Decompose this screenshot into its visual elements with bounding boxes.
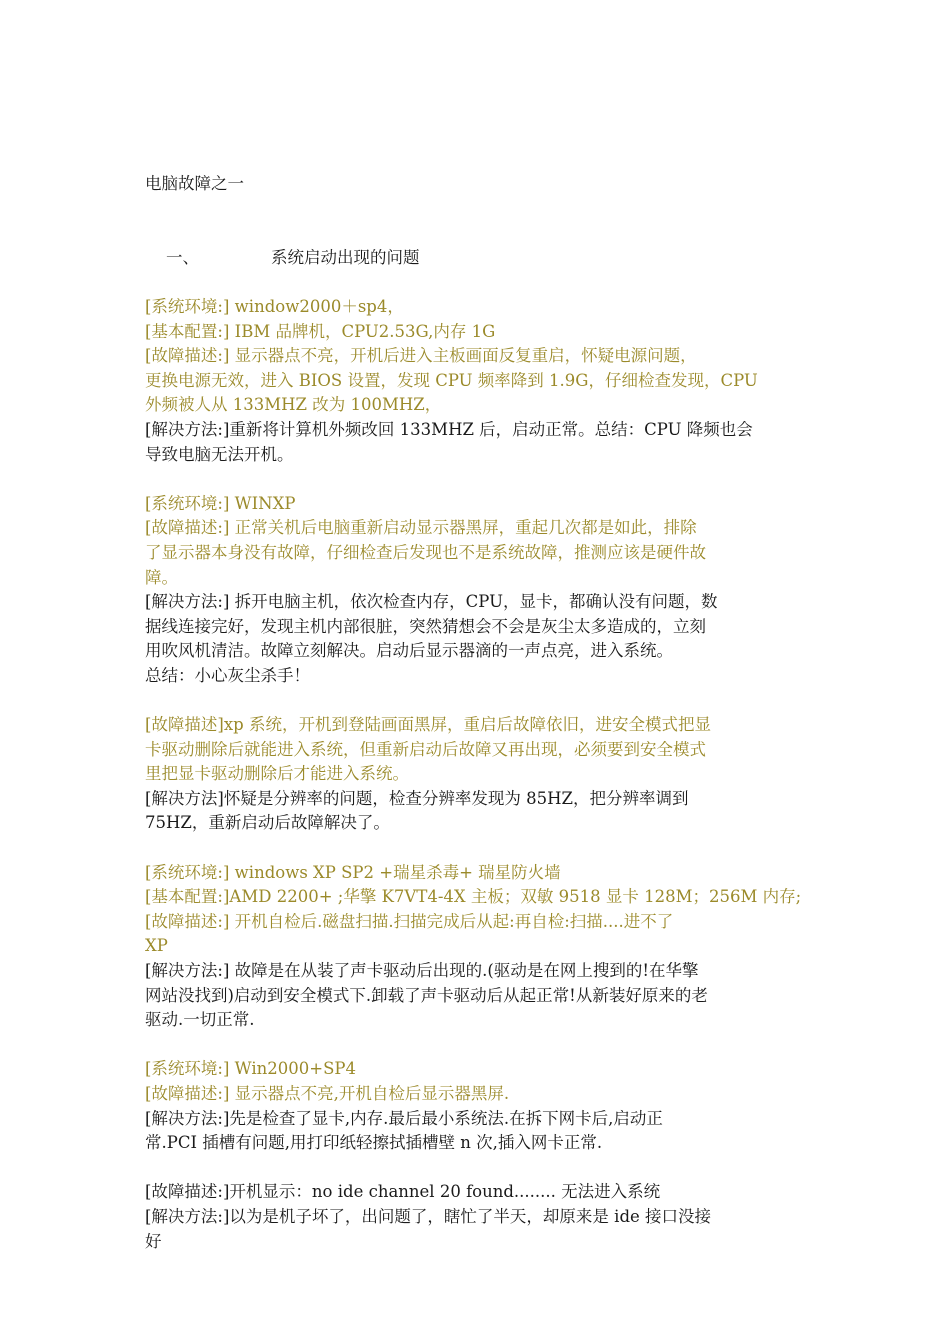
document-title: 电脑故障之一 xyxy=(145,174,244,193)
case-3-solution-line-1: [解决方法]怀疑是分辨率的问题，检查分辨率发现为 85HZ，把分辨率调到 xyxy=(145,788,689,808)
case-5-environment: [系统环境:] Win2000+SP4 xyxy=(145,1059,356,1079)
spacer xyxy=(145,688,810,713)
case-5 xyxy=(145,1057,810,1155)
case-1-description-line-3: 外频被人从 133MHZ 改为 100MHZ， xyxy=(145,395,442,415)
case-4-solution-line-2: 网站没找到)启动到安全模式下.卸载了声卡驱动后从起正常!从新装好原来的老 xyxy=(145,985,708,1005)
case-3 xyxy=(145,713,810,836)
case-6-solution-line-1: [解决方法:]以为是机子坏了，出问题了，瞎忙了半天，却原来是 ide 接口没接 xyxy=(145,1206,712,1226)
case-2-solution-line-1: [解决方法:] 拆开电脑主机，依次检查内存，CPU，显卡，都确认没有问题，数 xyxy=(145,592,718,612)
case-2-solution-line-3: 用吹风机清洁。故障立刻解决。启动后显示器滴的一声点亮，进入系统。 xyxy=(145,641,673,661)
case-5-description: [故障描述:] 显示器点不亮,开机自检后显示器黑屏. xyxy=(145,1083,510,1103)
case-1 xyxy=(145,295,810,467)
case-2-solution-line-2: 据线连接完好，发现主机内部很脏，突然猜想会不会是灰尘太多造成的，立刻 xyxy=(145,616,706,636)
case-1-description-line-2: 更换电源无效，进入 BIOS 设置，发现 CPU 频率降到 1.9G，仔细检查发现，CPU xyxy=(145,370,758,390)
case-3-solution-line-2: 75HZ，重新启动后故障解决了。 xyxy=(145,813,390,833)
spacer xyxy=(145,467,810,492)
case-2-summary: 总结：小心灰尘杀手！ xyxy=(145,665,310,685)
section-heading-text: 系统启动出现的问题 xyxy=(270,247,420,267)
case-5-solution-line-1: [解决方法:]先是检查了显卡,内存.最后最小系统法.在拆下网卡后,启动正 xyxy=(145,1108,663,1128)
case-6-solution-line-2: 好 xyxy=(145,1231,162,1251)
case-6-description: [故障描述:]开机显示：no ide channel 20 found........ 无法进入系统 xyxy=(145,1182,661,1202)
case-1-solution-line-1: [解决方法:]重新将计算机外频改回 133MHZ 后，启动正常。总结：CPU 降频也会 xyxy=(145,419,753,439)
document-body xyxy=(145,172,810,1254)
case-1-config: [基本配置:] IBM 品牌机，CPU2.53G,内存 1G xyxy=(145,321,496,341)
case-2-description-line-3: 障。 xyxy=(145,567,178,587)
case-4-solution-line-3: 驱动.一切正常. xyxy=(145,1010,255,1030)
case-4-description-line-1: [故障描述:] 开机自检后.磁盘扫描.扫描完成后从起:再自检:扫描....进不了 xyxy=(145,911,674,931)
case-1-solution-line-2: 导致电脑无法开机。 xyxy=(145,444,294,464)
case-4-config: [基本配置:]AMD 2200+ ;华擎 K7VT4-4X 主板；双敏 9518 显卡 128M；256M 内存; xyxy=(145,887,802,907)
case-3-description-line-3: 里把显卡驱动删除后才能进入系统。 xyxy=(145,764,409,784)
case-1-description-line-1: [故障描述:] 显示器点不亮，开机后进入主板画面反复重启，怀疑电源问题， xyxy=(145,346,697,366)
case-5-solution-line-2: 常.PCI 插槽有问题,用打印纸轻擦拭插槽壁 n 次,插入网卡正常. xyxy=(145,1133,603,1153)
section-number: 一、 xyxy=(165,247,199,267)
case-4-environment: [系统环境:] windows XP SP2 +瑞星杀毒+ 瑞星防火墙 xyxy=(145,862,561,882)
case-2-description-line-2: 了显示器本身没有故障，仔细检查后发现也不是系统故障，推测应该是硬件故 xyxy=(145,542,706,562)
case-3-description-line-2: 卡驱动删除后就能进入系统，但重新启动后故障又再出现，必须要到安全模式 xyxy=(145,739,706,759)
spacer xyxy=(145,836,810,861)
case-6 xyxy=(145,1180,810,1254)
spacer xyxy=(145,1156,810,1181)
case-2 xyxy=(145,492,810,689)
case-1-environment: [系统环境:] window2000＋sp4， xyxy=(145,296,404,316)
case-2-description-line-1: [故障描述:] 正常关机后电脑重新启动显示器黑屏，重起几次都是如此，排除 xyxy=(145,518,697,538)
case-4-solution-line-1: [解决方法:] 故障是在从装了声卡驱动后出现的.(驱动是在网上搜到的!在华擎 xyxy=(145,961,699,980)
case-4 xyxy=(145,861,810,1033)
case-2-environment: [系统环境:] WINXP xyxy=(145,493,296,513)
case-3-description-line-1: [故障描述]xp 系统，开机到登陆画面黑屏，重启后故障依旧，进安全模式把显 xyxy=(145,715,711,735)
case-4-description-line-2: XP xyxy=(145,936,168,956)
spacer xyxy=(145,1033,810,1058)
section-heading xyxy=(145,221,810,295)
